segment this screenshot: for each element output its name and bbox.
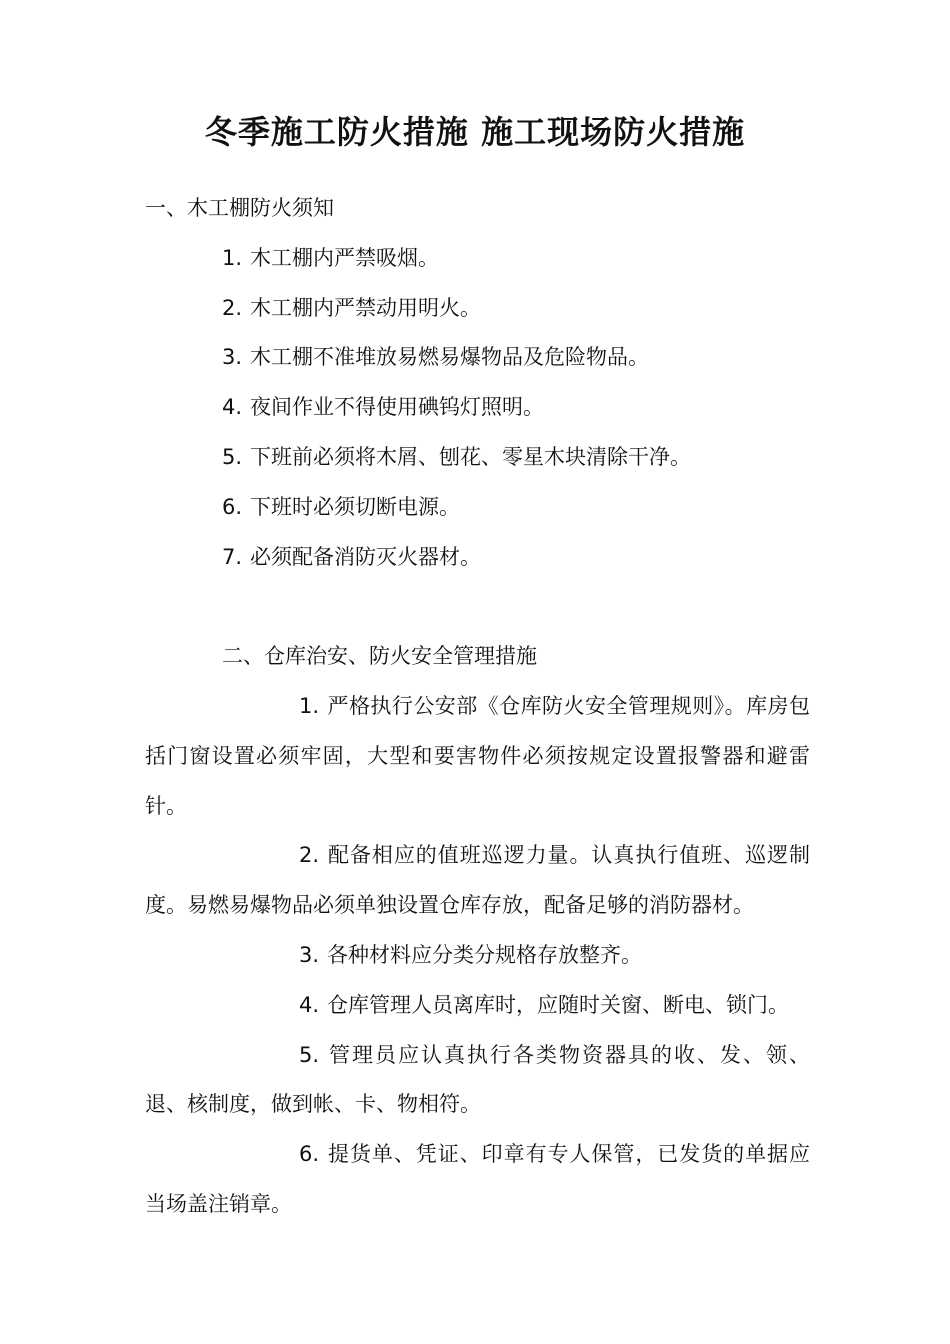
item-text: 管理员应认真执行各类物资器具的收、发、领、退、核制度，做到帐、卡、物相符。	[145, 1042, 810, 1117]
item-number: 1.	[299, 693, 320, 718]
item-number: 4.	[299, 992, 320, 1017]
item-number: 7.	[222, 544, 243, 569]
item-number: 3.	[299, 942, 320, 967]
section-1-item	[145, 533, 810, 583]
section-1-item	[145, 383, 810, 433]
section-1-item	[145, 284, 810, 334]
section-1-item	[145, 483, 810, 533]
item-number: 3.	[222, 345, 243, 370]
item-number: 4.	[222, 395, 243, 420]
section-1-item	[145, 333, 810, 383]
item-text: 各种材料应分类分规格存放整齐。	[327, 942, 643, 967]
section-1-item	[145, 234, 810, 284]
section-1-item	[145, 433, 810, 483]
section-1-heading: 一、木工棚防火须知	[145, 196, 334, 220]
item-number: 5.	[299, 1042, 320, 1067]
item-text: 严格执行公安部《仓库防火安全管理规则》。库房包括门窗设置必须牢固，大型和要害物件必须按规定设置报警器和避雷针。	[145, 693, 810, 818]
item-text: 必须配备消防灭火器材。	[250, 544, 482, 569]
section-2-item	[145, 831, 810, 931]
document-body	[145, 184, 810, 1230]
item-number: 6.	[222, 494, 243, 519]
item-text: 木工棚内严禁动用明火。	[250, 295, 482, 320]
item-number: 2.	[299, 843, 320, 868]
item-number: 5.	[222, 444, 243, 469]
section-2-item	[145, 981, 810, 1031]
section-2-item	[145, 682, 810, 831]
document-title: 冬季施工防火措施 施工现场防火措施	[204, 113, 746, 151]
item-text: 提货单、凭证、印章有专人保管，已发货的单据应当场盖注销章。	[145, 1142, 810, 1216]
item-number: 6.	[299, 1142, 320, 1167]
item-text: 木工棚内严禁吸烟。	[250, 245, 440, 270]
item-text: 木工棚不准堆放易燃易爆物品及危险物品。	[250, 345, 650, 370]
section-2-item	[145, 1130, 810, 1230]
section-2-heading: 二、仓库治安、防火安全管理措施	[222, 644, 537, 669]
item-text: 夜间作业不得使用碘钨灯照明。	[250, 395, 545, 420]
section-2-item	[145, 931, 810, 981]
section-2-item	[145, 1031, 810, 1131]
item-text: 下班时必须切断电源。	[250, 494, 461, 519]
item-number: 1.	[222, 245, 243, 270]
item-text: 下班前必须将木屑、刨花、零星木块清除干净。	[250, 444, 692, 469]
item-number: 2.	[222, 295, 243, 320]
item-text: 仓库管理人员离库时，应随时关窗、断电、锁门。	[327, 992, 790, 1017]
item-text: 配备相应的值班巡逻力量。认真执行值班、巡逻制度。易燃易爆物品必须单独设置仓库存放，配备足够的消防器材。	[145, 843, 810, 918]
section-spacer	[145, 582, 810, 632]
